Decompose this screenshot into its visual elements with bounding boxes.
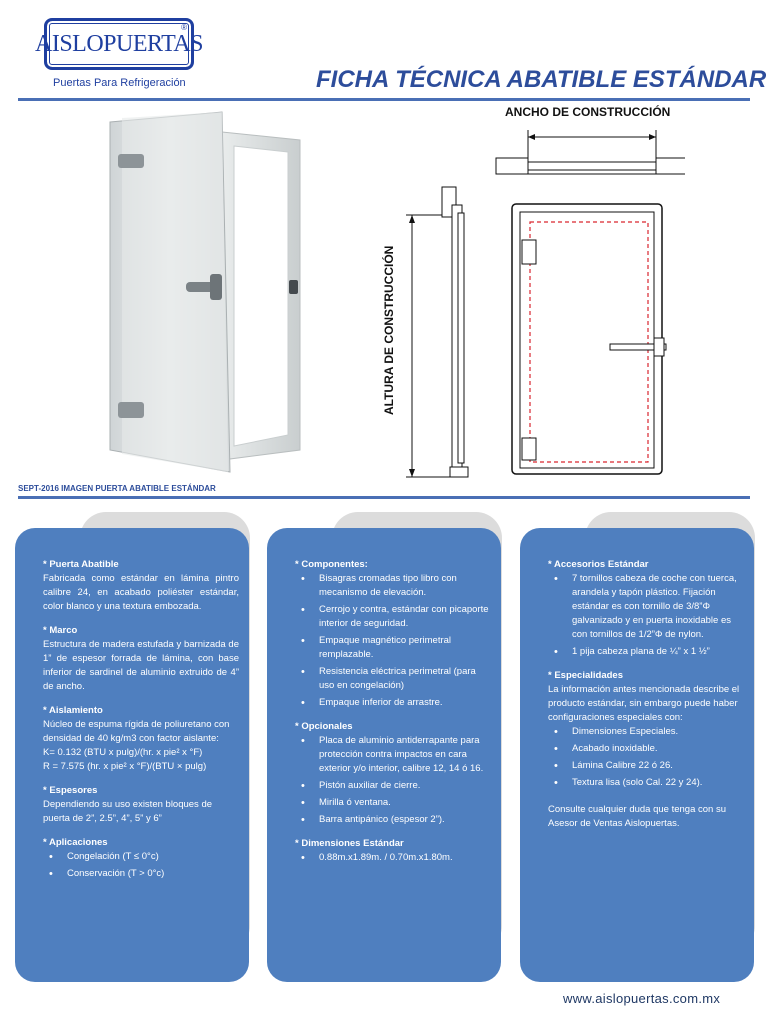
list-item: • Dimensiones Especiales. (548, 725, 744, 739)
section-title: * Especialidades (548, 670, 623, 681)
r-factor: R = 7.575 (hr. x pie² x °F)/(BTU × pulg) (43, 761, 207, 772)
door-strike (289, 280, 298, 294)
company-tagline: Puertas Para Refrigeración (53, 77, 186, 89)
height-dimension-label: ALTURA DE CONSTRUCCIÓN (382, 245, 396, 415)
list-item: • Bisagras cromadas tipo libro con mecanismo de elevación. (295, 572, 491, 600)
info-card-door (15, 528, 249, 982)
section-title: * Puerta Abatible (43, 559, 119, 570)
list-item: • Resistencia eléctrica perimetral (para uso en congelación) (295, 665, 491, 693)
section-title: * Aplicaciones (43, 837, 108, 848)
list-item: • Placa de aluminio antiderrapante para protección contra impactos en cara exterior y/o interior, calibre 12, 14 ó 16. (295, 734, 491, 776)
optionals-list (295, 734, 491, 827)
section-text: Dependiendo su uso existen bloques de puerta de 2”, 2.5”, 4”, 5” y 6” (43, 799, 213, 824)
list-item: • Barra antipánico (espesor 2”). (295, 813, 491, 827)
door-hinge-bottom (118, 402, 144, 418)
applications-list (43, 850, 239, 881)
section-title: * Accesorios Estándar (548, 559, 649, 570)
logo-text: AISLOPUERTAS (35, 30, 203, 57)
list-item: • Empaque magnético perimetral remplazable. (295, 634, 491, 662)
website-link[interactable]: www.aislopuertas.com.mx (563, 991, 721, 1006)
list-item: • Cerrojo y contra, estándar con picaporte interior de seguridad. (295, 603, 491, 631)
section-text: La información antes mencionada describe el producto estándar, sin embargo puede haber configuraciones especiales con: (548, 684, 740, 723)
list-item: • Lámina Calibre 22 ó 26. (548, 759, 744, 773)
registered-mark: ® (181, 23, 187, 32)
door-side-drawing (392, 185, 472, 485)
list-item: • Acabado inoxidable. (548, 742, 744, 756)
section-title: * Espesores (43, 785, 98, 796)
door-hinge-top (118, 154, 144, 168)
list-item: • Conservación (T > 0°c) (43, 867, 239, 881)
info-card-components (267, 528, 501, 982)
section-text: Fabricada como estándar en lámina pintro calibre 24, en acabado poliéster estándar, color blanco y una textura embozada. (43, 573, 239, 612)
list-item: • Empaque inferior de arrastre. (295, 696, 491, 710)
section-text: Estructura de madera estufada y barnizada de 1” de espesor forrada de lámina, con base inferior de sardinel de aluminio extruido de 4” de ancho. (43, 639, 239, 692)
contact-note: Consulte cualquier duda que tenga con su Asesor de Ventas Aislopuertas. (548, 804, 726, 829)
header-divider (18, 98, 750, 101)
width-dimension-label: ANCHO DE CONSTRUCCIÓN (505, 105, 671, 119)
list-item: • Pistón auxiliar de cierre. (295, 779, 491, 793)
components-list (295, 572, 491, 710)
image-caption: SEPT-2016 IMAGEN PUERTA ABATIBLE ESTÁNDAR (18, 484, 216, 493)
list-item: • Congelación (T ≤ 0°c) (43, 850, 239, 864)
document-title: FICHA TÉCNICA ABATIBLE ESTÁNDAR (316, 66, 767, 93)
section-title: * Opcionales (295, 721, 353, 732)
section-title: * Marco (43, 625, 78, 636)
section-title: * Dimensiones Estándar (295, 838, 404, 849)
list-item: • Textura lisa (solo Cal. 22 y 24). (548, 776, 744, 790)
company-logo (35, 18, 203, 70)
list-item: • 0.88m.x1.89m. / 0.70m.x1.80m. (295, 851, 491, 865)
info-card-accessories (520, 528, 754, 982)
accessories-list (548, 572, 744, 659)
section-title: * Aislamiento (43, 705, 103, 716)
section-divider (18, 496, 750, 499)
list-item: • 1 pija cabeza plana de ¼” x 1 ½” (548, 645, 744, 659)
section-text: Núcleo de espuma rígida de poliuretano con densidad de 40 kg/m3 con factor aislante: (43, 719, 230, 744)
list-item: • 7 tornillos cabeza de coche con tuerca, arandela y tapón plástico. Fijación estándar es con tornillo de 3/8”Φ galvanizado y en puerta inoxidable es con tornillos de 1/2”Φ de nylon. (548, 572, 744, 642)
door-photo (100, 110, 305, 475)
specialties-list (548, 725, 744, 790)
k-factor: K= 0.132 (BTU x pulg)/(hr. x pie² x °F) (43, 747, 203, 758)
list-item: • Mirilla ó ventana. (295, 796, 491, 810)
dimensions-list (295, 851, 491, 865)
door-front-drawing (490, 102, 685, 484)
section-title: * Componentes: (295, 559, 368, 570)
